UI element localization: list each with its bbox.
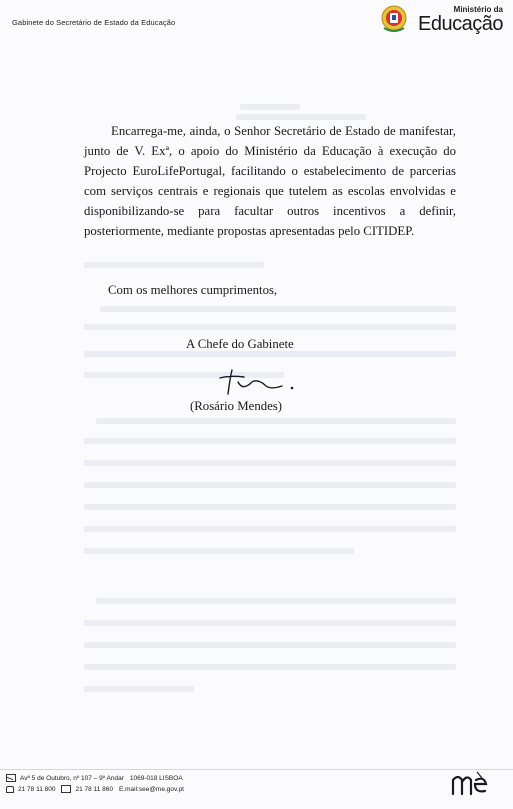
footer-address: Avª 5 de Outubro, nº 107 – 9º Andar bbox=[20, 775, 124, 782]
footer-divider bbox=[0, 769, 513, 770]
letter-closing: Com os melhores cumprimentos, bbox=[108, 283, 278, 297]
signatory-title: A Chefe do Gabinete bbox=[186, 337, 294, 351]
footer-contact-row bbox=[6, 784, 190, 795]
handwritten-signature bbox=[202, 364, 318, 398]
footer-postal: 1069-018 LISBOA bbox=[129, 775, 183, 782]
footer-fax: 21 78 11 860 bbox=[75, 786, 113, 793]
fax-icon bbox=[61, 785, 71, 793]
bleed-mark bbox=[84, 482, 456, 488]
bleed-mark bbox=[84, 262, 264, 268]
bleed-mark bbox=[84, 548, 354, 554]
signatory-name: (Rosário Mendes) bbox=[190, 399, 283, 413]
bleed-mark bbox=[84, 324, 456, 330]
office-heading: Gabinete do Secretário de Estado da Educação bbox=[12, 18, 176, 27]
bleed-mark bbox=[236, 114, 366, 120]
ministry-logo-name: Educação bbox=[418, 13, 503, 35]
bleed-mark bbox=[84, 504, 456, 510]
coat-of-arms-icon bbox=[380, 4, 408, 32]
bleed-mark bbox=[84, 642, 456, 648]
footer bbox=[6, 773, 190, 795]
bleed-mark bbox=[84, 686, 194, 692]
envelope-icon bbox=[6, 774, 16, 782]
phone-icon bbox=[6, 786, 14, 793]
bleed-mark bbox=[84, 620, 456, 626]
bleed-mark bbox=[96, 598, 456, 604]
ministry-logo-prefix: Ministério da bbox=[453, 5, 503, 14]
bleed-mark bbox=[84, 526, 456, 532]
bleed-mark bbox=[84, 460, 456, 466]
bleed-mark bbox=[84, 438, 456, 444]
bleed-mark bbox=[96, 418, 456, 424]
footer-phone: 21 78 11 800 bbox=[18, 786, 56, 793]
footer-address-row bbox=[6, 773, 190, 784]
footer-email: E.mail:see@me.gov.pt bbox=[118, 786, 184, 793]
ministry-logo bbox=[415, 4, 507, 38]
letter-paragraph: Encarrega-me, ainda, o Senhor Secretário de Estado de manifestar, junto de V. Exª, o apoio do Ministério da Educação à execução do Projecto EuroLifePortugal, facilitando o estabelecimento de parcerias com serviços centrais e regionais que tutelem as escolas envolvidas e disponibilizando-se para facultar outros incentivos a definir, posteriormente, mediante propostas apresentadas pelo CITIDEP. bbox=[84, 124, 456, 238]
bleed-mark bbox=[100, 306, 456, 312]
me-logo bbox=[450, 768, 490, 802]
bleed-mark bbox=[240, 104, 300, 110]
bleed-mark bbox=[84, 664, 456, 670]
